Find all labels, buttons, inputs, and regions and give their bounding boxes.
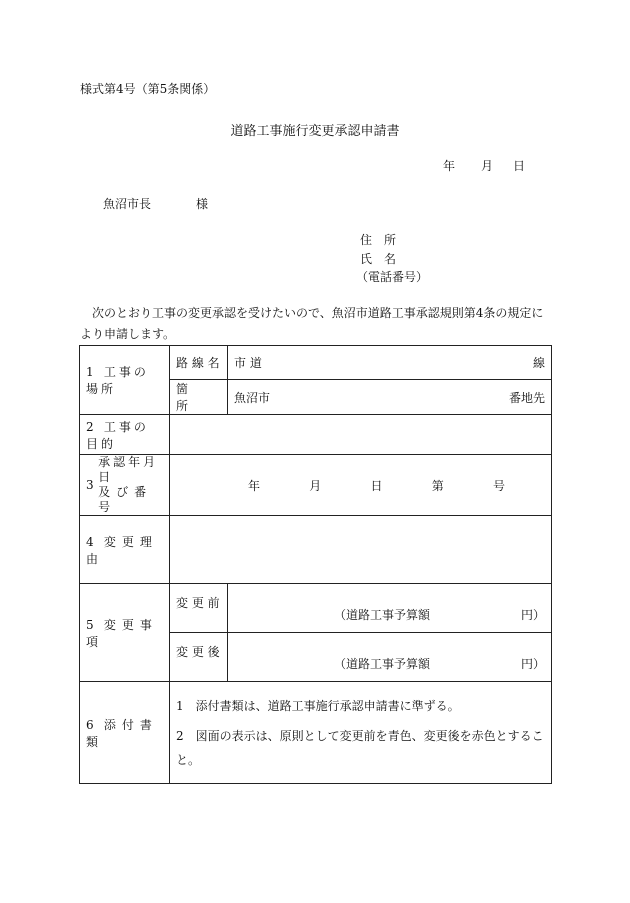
row4-number: 4 (86, 534, 94, 549)
route-name-label: 路 線 名 (170, 346, 228, 380)
form-number: 様式第4号（第5条関係） (80, 82, 216, 96)
approval-go: 号 (492, 478, 505, 493)
row1-number: 1 (86, 365, 94, 379)
row6-label: 添付書類 (86, 717, 158, 749)
reason-field[interactable] (170, 516, 552, 584)
route-name-field[interactable] (228, 346, 552, 380)
row-location-route (80, 346, 552, 380)
location-field[interactable] (228, 380, 552, 415)
row2-number: 2 (86, 419, 94, 434)
applicant-name-label: 氏 名 (360, 252, 397, 266)
after-budget-unit: 円） (520, 656, 545, 671)
change-after-label: 変 更 後 (170, 633, 228, 682)
approval-year: 年 (248, 478, 261, 493)
row1-label: 工事の場所 (86, 365, 149, 396)
before-budget-label: （道路工事予算額 (334, 607, 431, 622)
date-year-label: 年 (443, 159, 456, 173)
purpose-field[interactable] (170, 415, 552, 455)
row3-number: 3 (86, 478, 94, 492)
row5-label-cell (80, 584, 170, 682)
row3-label-cell (80, 455, 170, 516)
attachments-notes (170, 682, 552, 784)
addressee-name: 魚沼市長 (103, 197, 152, 211)
row2-label: 工事の目的 (86, 419, 149, 451)
document-title: 道路工事施行変更承認申請書 (230, 124, 400, 139)
location-suffix: 番地先 (508, 390, 545, 405)
row2-label-cell (80, 415, 170, 455)
row1-label-cell (80, 346, 170, 415)
row-approval (80, 455, 552, 516)
after-budget-label: （道路工事予算額 (334, 656, 431, 671)
location-label: 箇 所 (170, 380, 228, 415)
approval-field[interactable] (170, 455, 552, 516)
row4-label-cell (80, 516, 170, 584)
change-before-label: 変 更 前 (170, 584, 228, 633)
row-reason (80, 516, 552, 584)
addressee-honorific: 様 (196, 197, 209, 211)
attachment-note-1: 1 添付書類は、道路工事施行承認申請書に準ずる。 (176, 698, 460, 713)
application-body-text: 次のとおり工事の変更承認を受けたいので、魚沼市道路工事承認規則第4条の規定により申請します。 (80, 306, 544, 341)
before-budget-unit: 円） (520, 607, 545, 622)
row3-label-line1: 承認年月日 (98, 455, 159, 484)
row6-label-cell (80, 682, 170, 784)
row5-label: 変更事項 (86, 617, 158, 649)
route-prefix: 市 道 (234, 356, 262, 370)
row6-number: 6 (86, 717, 94, 732)
approval-day: 日 (370, 478, 383, 493)
location-prefix: 魚沼市 (234, 390, 271, 405)
row3-label-line2: 及び番号 (98, 485, 153, 514)
applicant-phone-label: （電話番号） (356, 270, 429, 284)
date-day-label: 日 (513, 159, 526, 173)
route-suffix: 線 (532, 356, 545, 370)
change-before-field[interactable] (228, 584, 552, 633)
approval-dai: 第 (431, 478, 444, 493)
change-after-field[interactable] (228, 633, 552, 682)
row-purpose (80, 415, 552, 455)
applicant-address-label: 住 所 (360, 233, 397, 247)
row-attachments (80, 682, 552, 784)
date-month-label: 月 (481, 159, 494, 173)
approval-month: 月 (309, 478, 322, 493)
row-change-before (80, 584, 552, 633)
attachment-note-2: 2 図面の表示は、原則として変更前を青色、変更後を赤色とすること。 (176, 728, 544, 767)
row5-number: 5 (86, 617, 94, 632)
row4-label: 変更理由 (86, 534, 158, 566)
application-form-table (79, 345, 552, 784)
